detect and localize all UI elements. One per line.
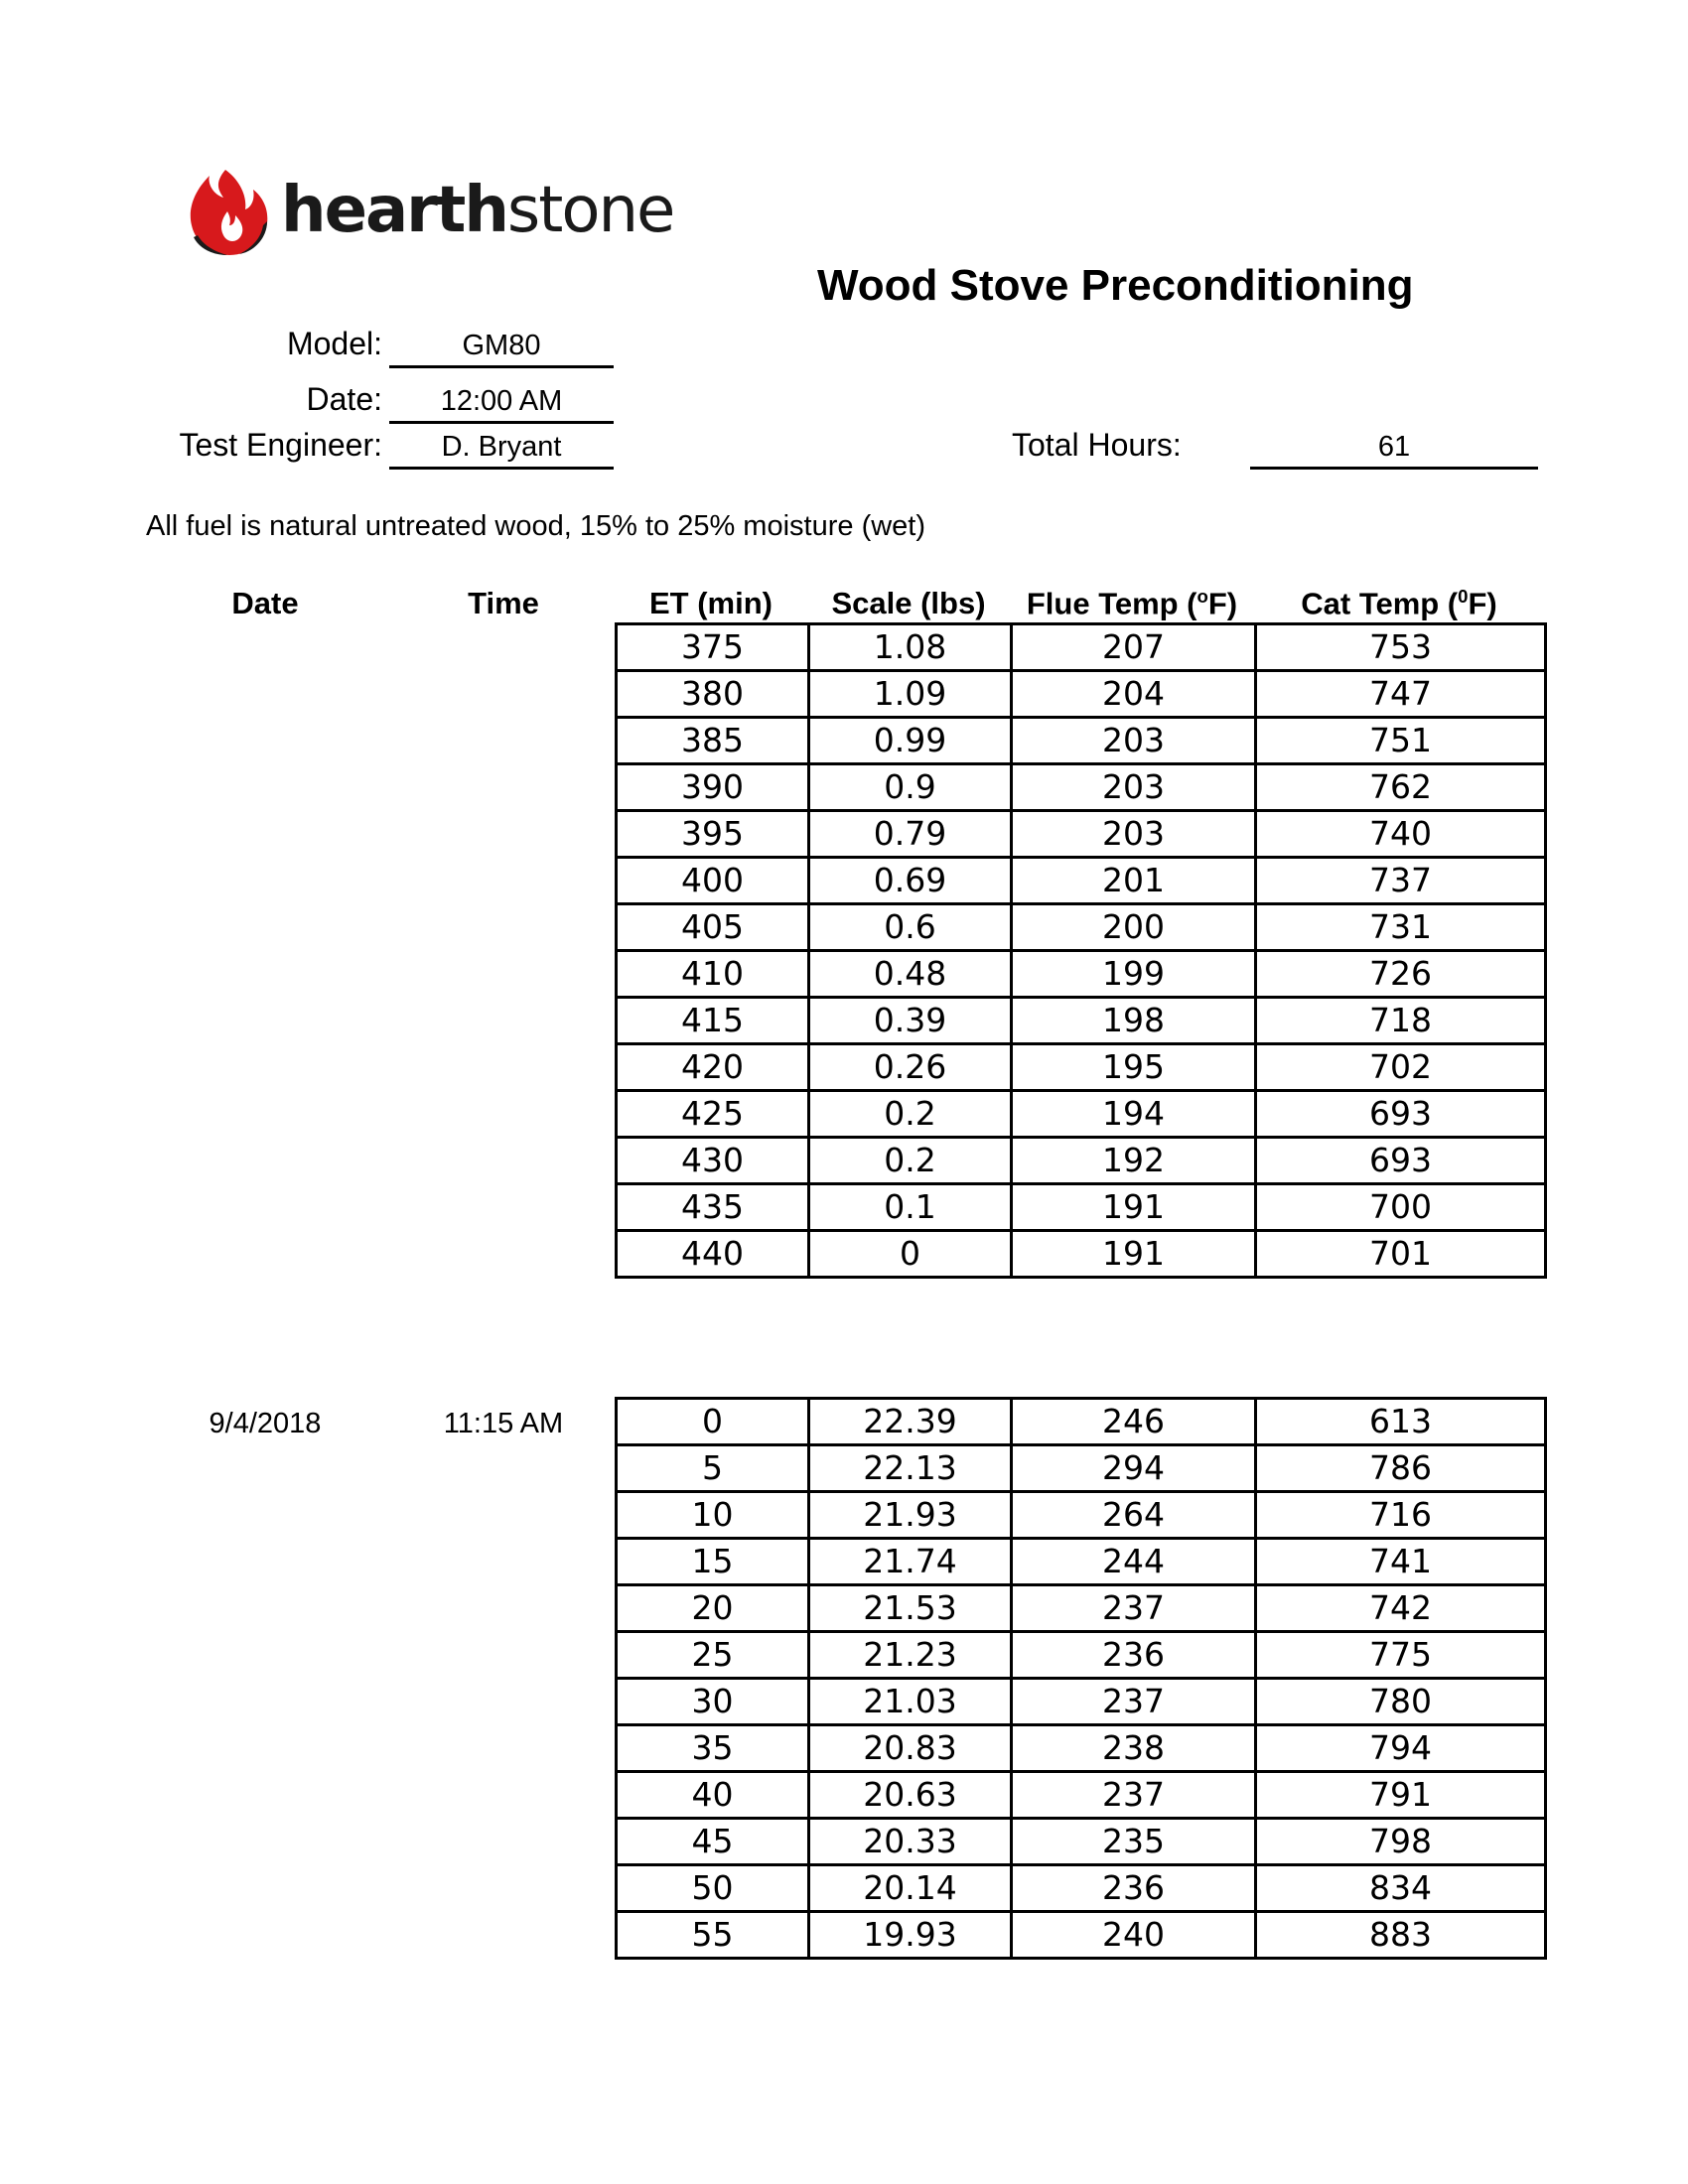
model-label: Model: bbox=[286, 326, 382, 361]
scale-cell: 0.79 bbox=[809, 811, 1012, 858]
et-cell: 10 bbox=[617, 1492, 809, 1539]
flue-temp-cell: 240 bbox=[1012, 1912, 1256, 1959]
table-row bbox=[617, 718, 1546, 764]
table-row bbox=[617, 1492, 1546, 1539]
date-label: Date: bbox=[306, 381, 382, 417]
flue-temp-cell: 207 bbox=[1012, 624, 1256, 671]
et-cell: 55 bbox=[617, 1912, 809, 1959]
table-row bbox=[617, 764, 1546, 811]
table-row bbox=[617, 1539, 1546, 1585]
flue-temp-cell: 191 bbox=[1012, 1231, 1256, 1278]
table-row bbox=[617, 1772, 1546, 1819]
scale-cell: 22.39 bbox=[809, 1399, 1012, 1445]
table-row bbox=[617, 671, 1546, 718]
scale-cell: 21.93 bbox=[809, 1492, 1012, 1539]
cat-temp-cell: 741 bbox=[1256, 1539, 1546, 1585]
cat-temp-cell: 762 bbox=[1256, 764, 1546, 811]
flue-temp-cell: 235 bbox=[1012, 1819, 1256, 1865]
flue-temp-cell: 294 bbox=[1012, 1445, 1256, 1492]
et-cell: 425 bbox=[617, 1091, 809, 1138]
et-cell: 415 bbox=[617, 998, 809, 1044]
scale-cell: 0.2 bbox=[809, 1138, 1012, 1184]
scale-cell: 20.83 bbox=[809, 1725, 1012, 1772]
test-engineer-label: Test Engineer: bbox=[179, 427, 382, 463]
hearthstone-logo bbox=[184, 164, 674, 258]
et-cell: 385 bbox=[617, 718, 809, 764]
flue-temp-cell: 236 bbox=[1012, 1632, 1256, 1679]
et-cell: 440 bbox=[617, 1231, 809, 1278]
cat-temp-cell: 791 bbox=[1256, 1772, 1546, 1819]
flue-temp-cell: 203 bbox=[1012, 718, 1256, 764]
cat-temp-cell: 716 bbox=[1256, 1492, 1546, 1539]
flue-temp-cell: 201 bbox=[1012, 858, 1256, 904]
flue-temp-cell: 194 bbox=[1012, 1091, 1256, 1138]
data-table-block-1 bbox=[615, 622, 1547, 1279]
cat-temp-cell: 726 bbox=[1256, 951, 1546, 998]
cat-temp-cell: 775 bbox=[1256, 1632, 1546, 1679]
scale-cell: 0.2 bbox=[809, 1091, 1012, 1138]
col-header-flue-temp: Flue Temp ($^o$F) bbox=[1026, 586, 1238, 621]
table-row bbox=[617, 1445, 1546, 1492]
cat-temp-cell: 700 bbox=[1256, 1184, 1546, 1231]
cat-temp-cell: 693 bbox=[1256, 1138, 1546, 1184]
flue-temp-cell: 199 bbox=[1012, 951, 1256, 998]
cat-temp-cell: 737 bbox=[1256, 858, 1546, 904]
et-cell: 40 bbox=[617, 1772, 809, 1819]
et-cell: 20 bbox=[617, 1585, 809, 1632]
table-row bbox=[617, 951, 1546, 998]
flue-temp-cell: 198 bbox=[1012, 998, 1256, 1044]
test-engineer-field: D. Bryant bbox=[389, 427, 614, 470]
et-cell: 420 bbox=[617, 1044, 809, 1091]
flue-temp-cell: 203 bbox=[1012, 764, 1256, 811]
et-cell: 375 bbox=[617, 624, 809, 671]
scale-cell: 20.63 bbox=[809, 1772, 1012, 1819]
et-cell: 390 bbox=[617, 764, 809, 811]
table-row bbox=[617, 1585, 1546, 1632]
cat-temp-cell: 740 bbox=[1256, 811, 1546, 858]
table-row bbox=[617, 1819, 1546, 1865]
fuel-note: All fuel is natural untreated wood, 15% to 25% moisture (wet) bbox=[146, 510, 926, 542]
cat-temp-cell: 753 bbox=[1256, 624, 1546, 671]
table-row bbox=[617, 624, 1546, 671]
page-title: Wood Stove Preconditioning bbox=[817, 261, 1414, 310]
table-row bbox=[617, 1632, 1546, 1679]
cat-temp-cell: 798 bbox=[1256, 1819, 1546, 1865]
scale-cell: 0.1 bbox=[809, 1184, 1012, 1231]
cat-temp-cell: 834 bbox=[1256, 1865, 1546, 1912]
col-header-scale: Scale (lbs) bbox=[831, 586, 986, 620]
block-2-time: 11:15 AM bbox=[443, 1408, 564, 1439]
logo-wordmark: hearthstone bbox=[281, 174, 674, 247]
scale-cell: 0.48 bbox=[809, 951, 1012, 998]
cat-temp-cell: 883 bbox=[1256, 1912, 1546, 1959]
cat-temp-cell: 693 bbox=[1256, 1091, 1546, 1138]
cat-temp-cell: 731 bbox=[1256, 904, 1546, 951]
scale-cell: 21.53 bbox=[809, 1585, 1012, 1632]
et-cell: 400 bbox=[617, 858, 809, 904]
table-row bbox=[617, 1679, 1546, 1725]
et-cell: 45 bbox=[617, 1819, 809, 1865]
scale-cell: 20.14 bbox=[809, 1865, 1012, 1912]
et-cell: 0 bbox=[617, 1399, 809, 1445]
scale-cell: 22.13 bbox=[809, 1445, 1012, 1492]
et-cell: 410 bbox=[617, 951, 809, 998]
table-row bbox=[617, 1865, 1546, 1912]
cat-temp-cell: 747 bbox=[1256, 671, 1546, 718]
col-header-time: Time bbox=[468, 586, 539, 620]
flue-temp-cell: 237 bbox=[1012, 1679, 1256, 1725]
flue-temp-cell: 244 bbox=[1012, 1539, 1256, 1585]
flue-temp-cell: 237 bbox=[1012, 1585, 1256, 1632]
scale-cell: 0.26 bbox=[809, 1044, 1012, 1091]
cat-temp-cell: 780 bbox=[1256, 1679, 1546, 1725]
total-hours-label: Total Hours: bbox=[1012, 427, 1182, 463]
flue-temp-cell: 203 bbox=[1012, 811, 1256, 858]
cat-temp-cell: 742 bbox=[1256, 1585, 1546, 1632]
scale-cell: 20.33 bbox=[809, 1819, 1012, 1865]
scale-cell: 1.09 bbox=[809, 671, 1012, 718]
flue-temp-cell: 192 bbox=[1012, 1138, 1256, 1184]
scale-cell: 0.9 bbox=[809, 764, 1012, 811]
et-cell: 395 bbox=[617, 811, 809, 858]
date-field: 12:00 AM bbox=[389, 381, 614, 424]
col-header-cat-temp: Cat Temp ($^0$F) bbox=[1301, 586, 1497, 621]
scale-cell: 21.74 bbox=[809, 1539, 1012, 1585]
table-row bbox=[617, 1912, 1546, 1959]
cat-temp-cell: 701 bbox=[1256, 1231, 1546, 1278]
et-cell: 25 bbox=[617, 1632, 809, 1679]
table-row bbox=[617, 1091, 1546, 1138]
table-row bbox=[617, 1184, 1546, 1231]
data-table-block-2 bbox=[615, 1397, 1547, 1960]
et-cell: 50 bbox=[617, 1865, 809, 1912]
table-row bbox=[617, 1725, 1546, 1772]
flue-temp-cell: 236 bbox=[1012, 1865, 1256, 1912]
model-field: GM80 bbox=[389, 326, 614, 368]
flue-temp-cell: 264 bbox=[1012, 1492, 1256, 1539]
col-header-date: Date bbox=[231, 586, 299, 620]
et-cell: 35 bbox=[617, 1725, 809, 1772]
cat-temp-cell: 702 bbox=[1256, 1044, 1546, 1091]
et-cell: 405 bbox=[617, 904, 809, 951]
block-2-date: 9/4/2018 bbox=[209, 1408, 322, 1439]
scale-cell: 21.23 bbox=[809, 1632, 1012, 1679]
table-row bbox=[617, 858, 1546, 904]
scale-cell: 0.39 bbox=[809, 998, 1012, 1044]
flue-temp-cell: 200 bbox=[1012, 904, 1256, 951]
table-row bbox=[617, 811, 1546, 858]
scale-cell: 1.08 bbox=[809, 624, 1012, 671]
flue-temp-cell: 246 bbox=[1012, 1399, 1256, 1445]
cat-temp-cell: 786 bbox=[1256, 1445, 1546, 1492]
table-row bbox=[617, 1231, 1546, 1278]
et-cell: 15 bbox=[617, 1539, 809, 1585]
table-row bbox=[617, 1399, 1546, 1445]
scale-cell: 0.69 bbox=[809, 858, 1012, 904]
flue-temp-cell: 237 bbox=[1012, 1772, 1256, 1819]
table-row bbox=[617, 1044, 1546, 1091]
total-hours-field: 61 bbox=[1250, 427, 1538, 470]
et-cell: 30 bbox=[617, 1679, 809, 1725]
scale-cell: 0 bbox=[809, 1231, 1012, 1278]
scale-cell: 0.6 bbox=[809, 904, 1012, 951]
flue-temp-cell: 238 bbox=[1012, 1725, 1256, 1772]
scale-cell: 21.03 bbox=[809, 1679, 1012, 1725]
flue-temp-cell: 191 bbox=[1012, 1184, 1256, 1231]
cat-temp-cell: 613 bbox=[1256, 1399, 1546, 1445]
flue-temp-cell: 204 bbox=[1012, 671, 1256, 718]
table-row bbox=[617, 998, 1546, 1044]
cat-temp-cell: 718 bbox=[1256, 998, 1546, 1044]
scale-cell: 0.99 bbox=[809, 718, 1012, 764]
et-cell: 435 bbox=[617, 1184, 809, 1231]
flame-icon bbox=[184, 166, 273, 257]
cat-temp-cell: 794 bbox=[1256, 1725, 1546, 1772]
flue-temp-cell: 195 bbox=[1012, 1044, 1256, 1091]
scale-cell: 19.93 bbox=[809, 1912, 1012, 1959]
et-cell: 430 bbox=[617, 1138, 809, 1184]
et-cell: 380 bbox=[617, 671, 809, 718]
table-row bbox=[617, 1138, 1546, 1184]
table-row bbox=[617, 904, 1546, 951]
cat-temp-cell: 751 bbox=[1256, 718, 1546, 764]
et-cell: 5 bbox=[617, 1445, 809, 1492]
col-header-et: ET (min) bbox=[649, 586, 773, 620]
